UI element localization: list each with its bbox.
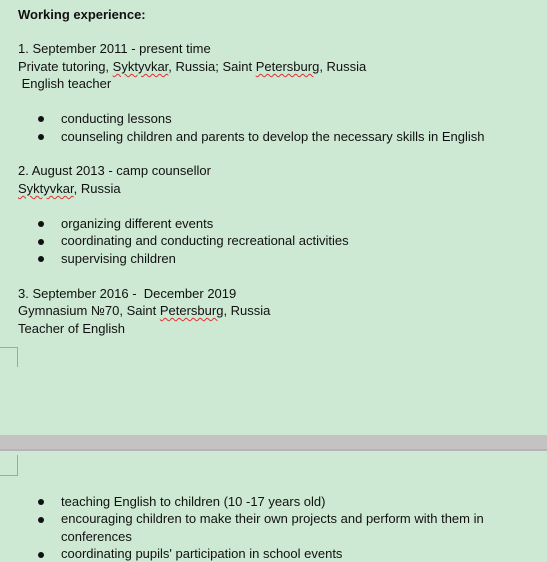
- misspelled-word: Petersburg: [159, 303, 224, 318]
- job-2-bullet-1: organizing different events: [61, 216, 214, 231]
- job-1-title: 1. September 2011 - present time: [18, 41, 211, 56]
- bullet-dot: [38, 134, 44, 140]
- bullet-dot: [38, 239, 44, 245]
- page-margin-marker: [17, 455, 18, 475]
- job-1-bullet-1: conducting lessons: [61, 111, 172, 126]
- bullet-dot: [38, 552, 44, 558]
- page-break: [0, 435, 547, 451]
- misspelled-word: Syktyvkar: [112, 59, 169, 74]
- bullet-dot: [38, 116, 44, 122]
- document-page-2: [0, 451, 547, 561]
- page-margin-marker: [0, 347, 18, 348]
- job-3-title: 3. September 2016 - December 2019: [18, 286, 237, 301]
- job-3-bullet-1: teaching English to children (10 -17 years old): [61, 494, 326, 509]
- job-2-bullet-3: supervising children: [61, 251, 176, 266]
- text-run: , Russia: [73, 181, 121, 196]
- job-3-place: [18, 302, 270, 319]
- job-1-bullet-2: counseling children and parents to develop the necessary skills in English: [61, 129, 485, 144]
- bullet-dot: [38, 256, 44, 262]
- job-1-role: English teacher: [18, 76, 112, 91]
- bullet-dot: [38, 499, 44, 505]
- text-run: , Russia; Saint: [168, 59, 256, 74]
- text-run: Private tutoring,: [18, 59, 113, 74]
- section-heading: Working experience:: [18, 7, 146, 22]
- job-2-title: 2. August 2013 - camp counsellor: [18, 163, 211, 178]
- page-margin-marker: [0, 475, 18, 476]
- text-run: , Russia: [223, 303, 271, 318]
- bullet-dot: [38, 221, 44, 227]
- job-3-bullet-2-continued: conferences: [61, 529, 132, 544]
- misspelled-word: Syktyvkar: [18, 181, 74, 196]
- job-3-role: Teacher of English: [18, 321, 125, 336]
- page-margin-marker: [17, 347, 18, 367]
- text-run: Gymnasium №70, Saint: [18, 303, 160, 318]
- misspelled-word: Petersburg: [255, 59, 320, 74]
- job-2-place: [18, 180, 121, 197]
- job-1-place: [18, 58, 366, 75]
- job-3-bullet-3: coordinating pupils' participation in school events: [61, 546, 343, 561]
- bullet-dot: [38, 517, 44, 523]
- job-3-bullet-2: encouraging children to make their own projects and perform with them in: [61, 511, 484, 526]
- job-2-bullet-2: coordinating and conducting recreational activities: [61, 233, 349, 248]
- text-run: , Russia: [319, 59, 367, 74]
